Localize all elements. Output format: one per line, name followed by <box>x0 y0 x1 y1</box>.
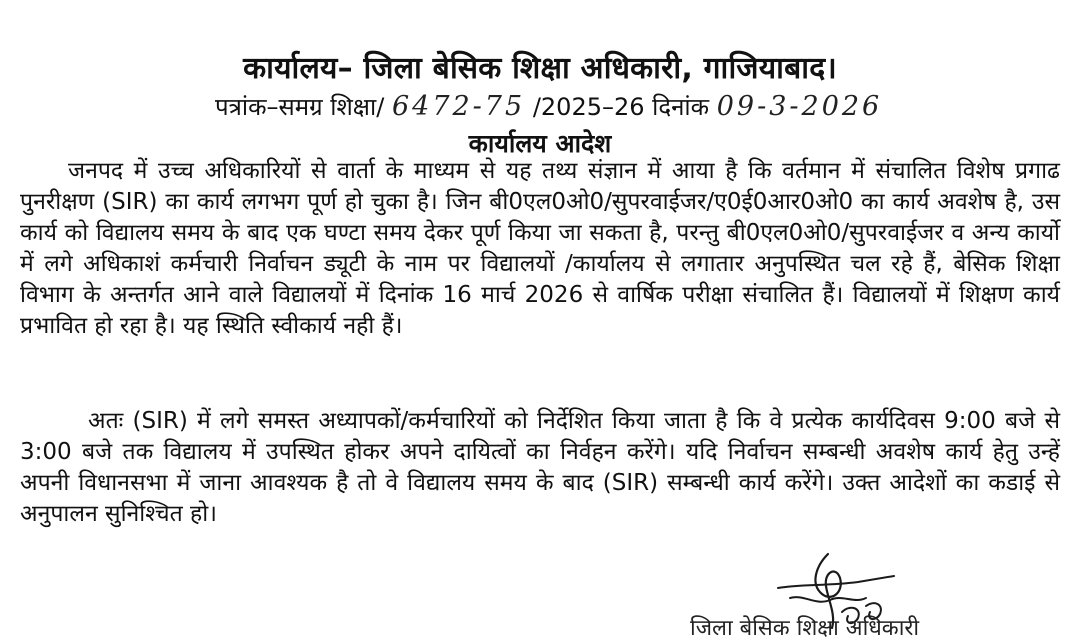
date-value: 09-3-2026 <box>716 91 883 122</box>
office-title: कार्यालय– जिला बेसिक शिक्षा अधिकारी, गाजियाबाद। <box>243 51 837 86</box>
reference-prefix: पत्रांक–समग्र शिक्षा/ <box>215 93 385 121</box>
reference-line <box>215 90 882 123</box>
signature-caption: जिला बेसिक शिक्षा अधिकारी <box>690 616 920 641</box>
order-paragraph-1: जनपद में उच्च अधिकारियों से वार्ता के माध्यम से यह तथ्य संज्ञान में आया है कि वर्तमान में संचालित विशेष प्रगाढ पुनरीक्षण (SIR) का कार्य लगभग पूर्ण हो चुका है। जिन बी0एल0ओ0/सुपरवाईजर/ए0ई0आर0ओ0 का कार्य अवशेष है, उस कार्य को विद्यालय समय के बाद एक घण्टा समय देकर पूर्ण किया जा सकता है, परन्तु बी0एल0ओ0/सुपरवाईजर व अन्य कार्यो में लगे अधिकाशं कर्मचारी निर्वाचन ड्यूटी के नाम पर विद्यालयों /कार्यालय से लगातार अनुपस्थित चल रहे हैं, बेसिक शिक्षा विभाग के अन्तर्गत आने वाले विद्यालयों में दिनांक 16 मार्च 2026 से वार्षिक परीक्षा संचालित हैं। विद्यालयों में शिक्षण कार्य प्रभावित हो रहा है। यह स्थिति स्वीकार्य नही हैं। <box>20 158 1060 339</box>
order-heading: कार्यालय आदेश <box>468 129 612 158</box>
order-paragraph-2: अतः (SIR) में लगे समस्त अध्यापकों/कर्मचारियों को निर्देशित किया जाता है कि वे प्रत्येक कार्यदिवस 9:00 बजे से 3:00 बजे तक विद्यालय में उपस्थित होकर अपने दायित्वों का निर्वहन करेंगे। यदि निर्वाचन सम्बन्धी अवशेष कार्य हेतु उन्हें अपनी विधानसभा में जाना आवश्यक है तो वे विद्यालय समय के बाद (SIR) सम्बन्धी कार्य करेंगे। उक्त आदेशों का कडाई से अनुपालन सुनिश्चित हो। <box>20 408 1060 527</box>
reference-year: /2025–26 <box>532 93 645 121</box>
date-label: दिनांक <box>652 93 710 121</box>
reference-number: 6472-75 <box>391 91 526 122</box>
